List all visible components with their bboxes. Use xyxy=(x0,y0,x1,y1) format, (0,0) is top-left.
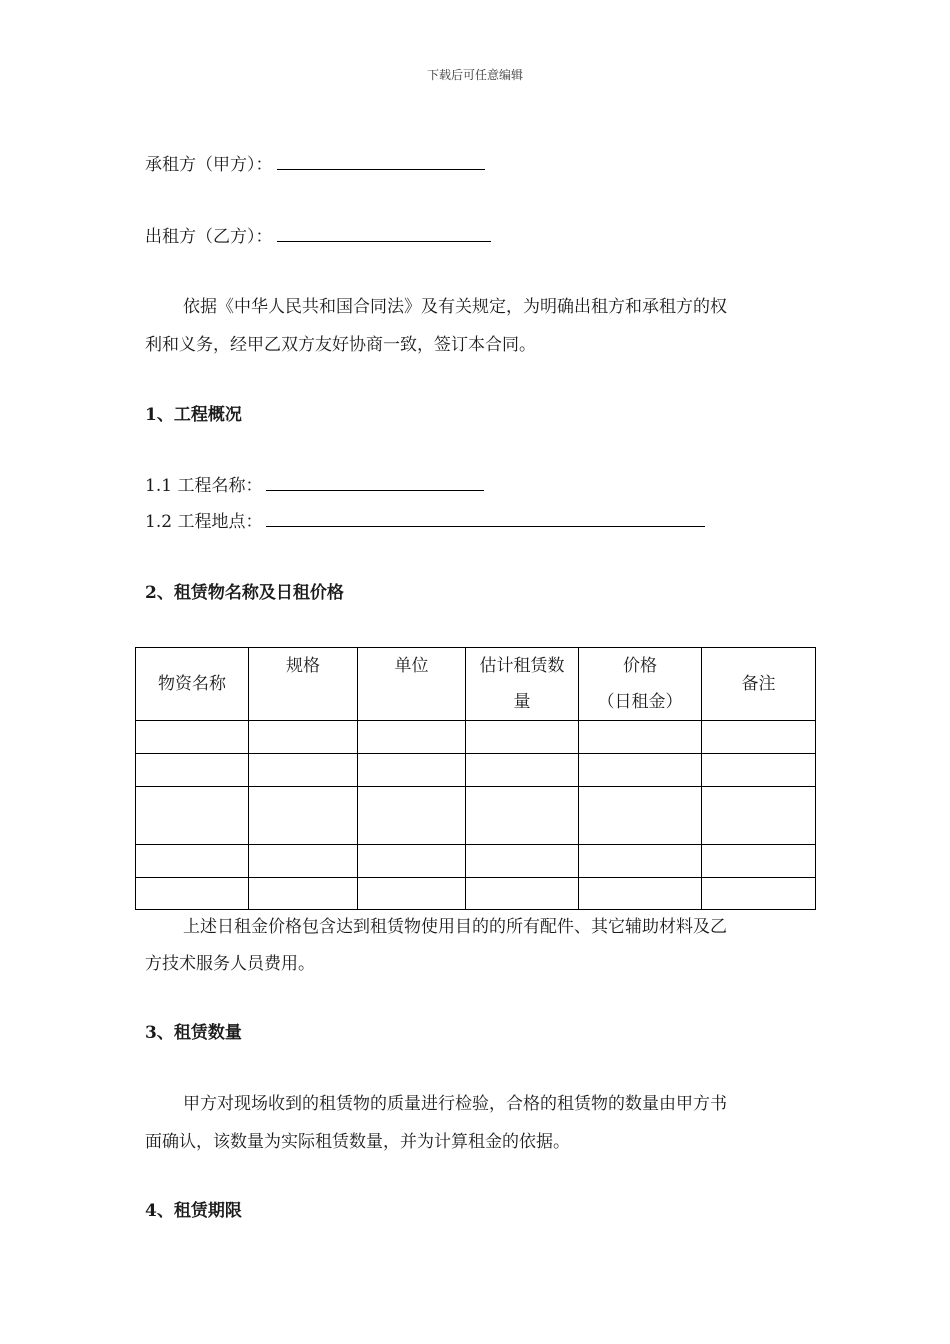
table-row xyxy=(136,878,816,910)
table-cell[interactable] xyxy=(136,878,249,910)
header-price-line1: 价格 xyxy=(623,656,657,676)
table-cell[interactable] xyxy=(702,845,816,878)
rental-items-table xyxy=(135,647,816,910)
header-est-quantity-line2: 量 xyxy=(513,692,531,712)
header-est-quantity xyxy=(466,648,579,721)
table-cell[interactable] xyxy=(702,787,816,845)
header-item-name: 物资名称 xyxy=(136,648,249,721)
table-cell[interactable] xyxy=(579,754,702,787)
table-cell[interactable] xyxy=(466,754,579,787)
table-cell[interactable] xyxy=(249,721,358,754)
table-cell[interactable] xyxy=(136,845,249,878)
project-name-blank[interactable] xyxy=(266,472,484,491)
quantity-para-line-2: 面确认，该数量为实际租赁数量，并为计算租金的依据。 xyxy=(145,1132,570,1152)
header-unit: 单位 xyxy=(358,648,466,721)
table-row xyxy=(136,721,816,754)
table-cell[interactable] xyxy=(249,754,358,787)
project-name-label: 1.1 工程名称： xyxy=(145,476,263,496)
price-note-line-1: 上述日租金价格包含达到租赁物使用目的的所有配件、其它辅助材料及乙 xyxy=(183,917,727,937)
header-price-line2: （日租金） xyxy=(597,692,683,712)
table-row xyxy=(136,754,816,787)
header-price xyxy=(579,648,702,721)
table-cell[interactable] xyxy=(579,845,702,878)
intro-line-2: 利和义务，经甲乙双方友好协商一致，签订本合同。 xyxy=(145,335,536,355)
lessor-label: 出租方（乙方）： xyxy=(145,227,273,247)
table-cell[interactable] xyxy=(358,721,466,754)
price-note-line-2: 方技术服务人员费用。 xyxy=(145,954,315,974)
lessee-blank[interactable] xyxy=(277,151,485,170)
table-cell[interactable] xyxy=(579,721,702,754)
table-row xyxy=(136,845,816,878)
table-cell[interactable] xyxy=(358,845,466,878)
header-remarks: 备注 xyxy=(702,648,816,721)
table-cell[interactable] xyxy=(358,754,466,787)
table-cell[interactable] xyxy=(358,878,466,910)
lessee-label: 承租方（甲方）： xyxy=(145,155,273,175)
table-cell[interactable] xyxy=(702,754,816,787)
project-location-label: 1.2 工程地点： xyxy=(145,512,263,532)
header-est-quantity-line1: 估计租赁数 xyxy=(479,656,565,676)
page-header-note: 下载后可任意编辑 xyxy=(426,68,523,82)
intro-line-1: 依据《中华人民共和国合同法》及有关规定，为明确出租方和承租方的权 xyxy=(183,297,727,317)
lessee-line xyxy=(145,150,485,175)
header-spec: 规格 xyxy=(249,648,358,721)
table-cell[interactable] xyxy=(466,721,579,754)
table-cell[interactable] xyxy=(249,787,358,845)
project-name-line xyxy=(145,471,484,496)
table-header-row xyxy=(136,648,816,721)
table-cell[interactable] xyxy=(579,878,702,910)
section-2-title: 2、租赁物名称及日租价格 xyxy=(145,583,344,603)
table-cell[interactable] xyxy=(702,721,816,754)
table-row xyxy=(136,787,816,845)
section-3-title: 3、租赁数量 xyxy=(145,1023,242,1043)
section-4-title: 4、租赁期限 xyxy=(145,1201,242,1221)
project-location-blank[interactable] xyxy=(266,508,705,527)
project-location-line xyxy=(145,507,705,532)
table-cell[interactable] xyxy=(466,878,579,910)
table-cell[interactable] xyxy=(249,878,358,910)
table-cell[interactable] xyxy=(136,754,249,787)
lessor-blank[interactable] xyxy=(277,223,491,242)
table-cell[interactable] xyxy=(702,878,816,910)
table-cell[interactable] xyxy=(358,787,466,845)
lessor-line xyxy=(145,222,491,247)
table-cell[interactable] xyxy=(136,721,249,754)
table-cell[interactable] xyxy=(579,787,702,845)
table-cell[interactable] xyxy=(466,845,579,878)
table-cell[interactable] xyxy=(466,787,579,845)
section-1-title: 1、工程概况 xyxy=(145,405,242,425)
table-cell[interactable] xyxy=(249,845,358,878)
quantity-para-line-1: 甲方对现场收到的租赁物的质量进行检验，合格的租赁物的数量由甲方书 xyxy=(183,1094,727,1114)
table-cell[interactable] xyxy=(136,787,249,845)
